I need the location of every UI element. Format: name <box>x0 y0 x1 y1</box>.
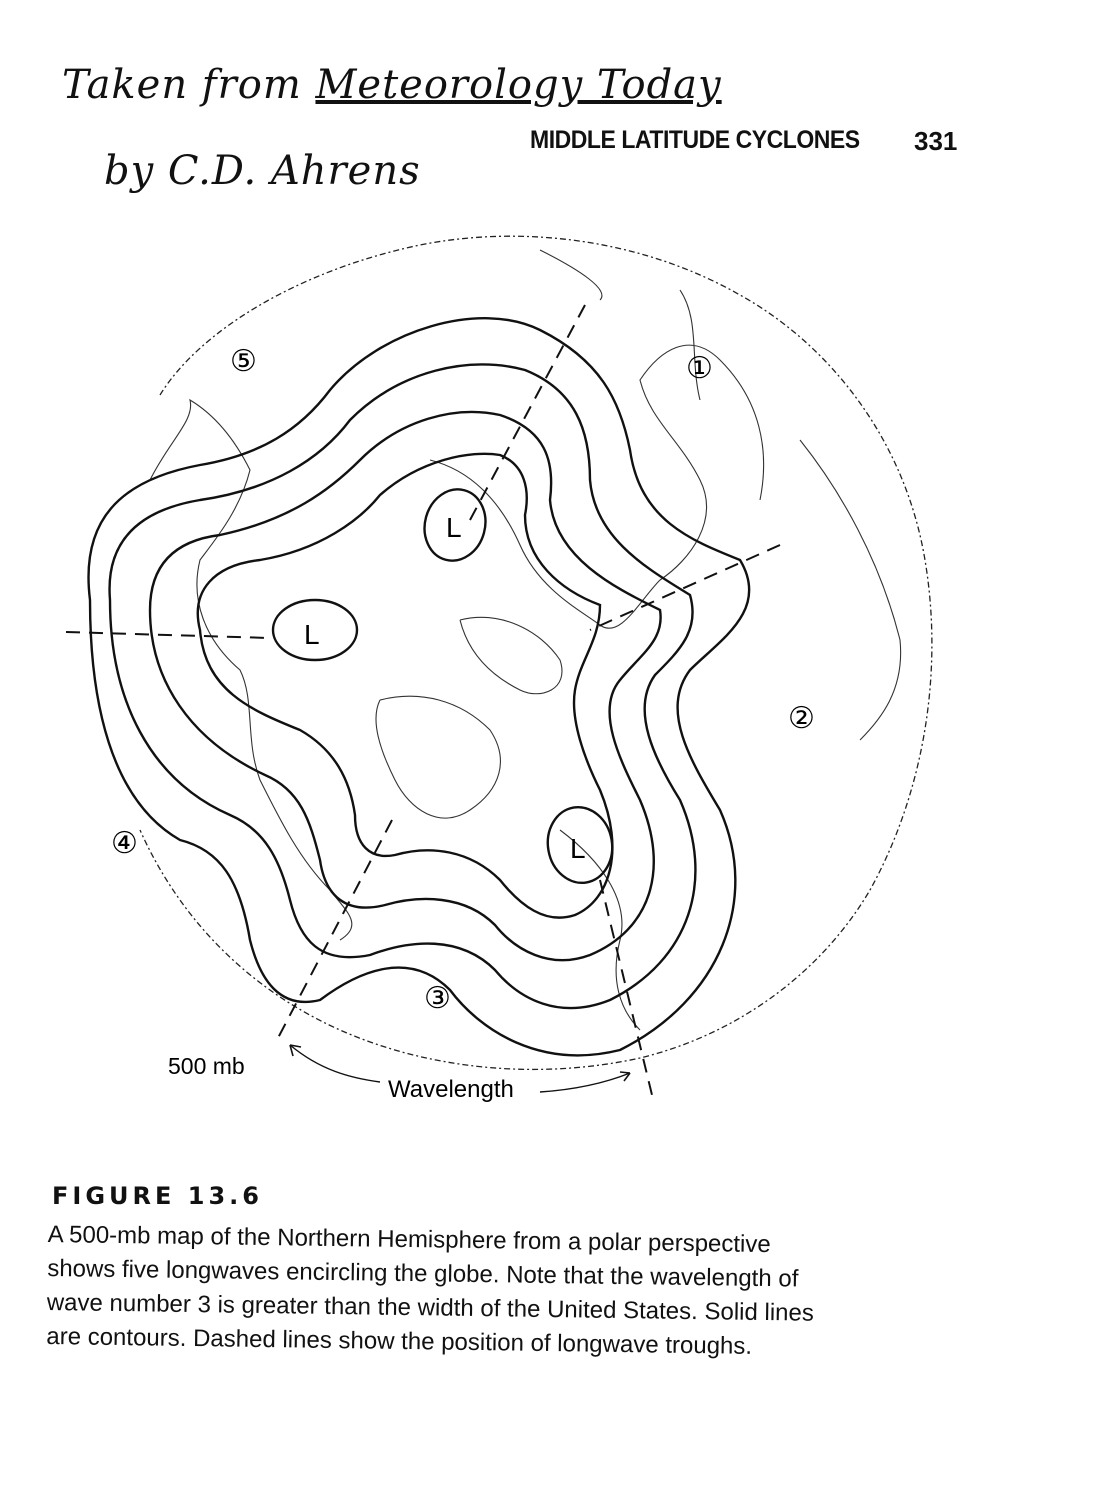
low-label-north: L <box>446 512 462 543</box>
wave-number-3: ③ <box>424 982 451 1015</box>
handwritten-byline: by C.D. Ahrens <box>104 148 421 194</box>
trough-line-3 <box>600 880 652 1095</box>
trough-line-5 <box>66 632 270 638</box>
height-contours <box>88 318 749 1055</box>
handwritten-book-title: Meteorology Today <box>315 62 722 108</box>
level-label: 500 mb <box>168 1053 245 1079</box>
running-head: MIDDLE LATITUDE CYCLONES <box>530 126 860 154</box>
low-label-south: L <box>570 833 586 864</box>
figure-caption-label: FIGURE 13.6 <box>52 1182 263 1210</box>
figure-caption-text: A 500-mb map of the Northern Hemisphere from a polar perspective shows five longwaves encircling the globe. Note that the wavelength of wave number 3 is greater than the width of the United States. Solid lines are contours. Dashed lines show the position of longwave troughs. <box>46 1220 815 1360</box>
low-label-west: L <box>304 619 320 650</box>
page-number: 331 <box>914 126 958 156</box>
handwritten-prefix: Taken from <box>62 62 302 108</box>
trough-lines <box>66 305 780 1095</box>
wave-number-2: ② <box>788 702 815 735</box>
wavelength-label: Wavelength <box>388 1076 514 1103</box>
wave-number-1: ① <box>686 352 713 385</box>
continent-outlines <box>150 250 901 1030</box>
trough-line-4 <box>278 820 392 1038</box>
wave-number-4: ④ <box>111 827 138 860</box>
globe-outline <box>140 236 932 1069</box>
wave-number-5: ⑤ <box>230 345 257 378</box>
